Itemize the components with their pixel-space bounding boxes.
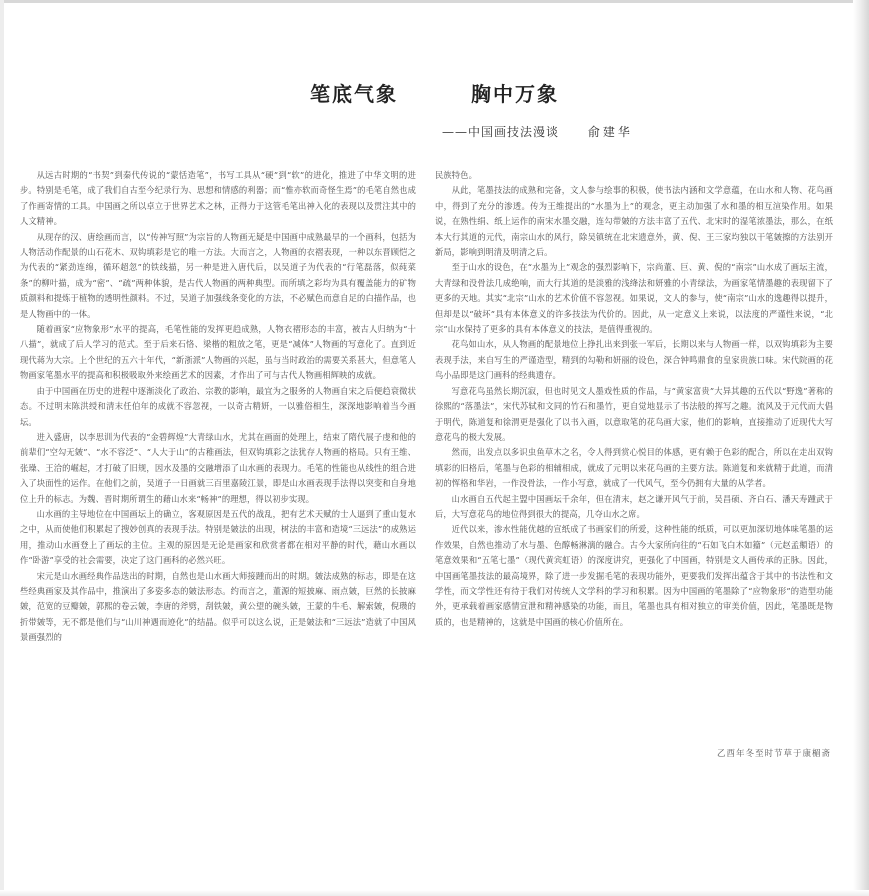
paragraph: 从此，笔墨技法的成熟和完备，文人参与绘事的积极，使书法内涵和文学意蕴，在山水和人物、花鸟画中，得到了充分的渗透。传为王维提出的“水墨为上”的观念，更主动加强了水和墨的相互渲染作用。如果说，在熟性绢、纸上运作的南宋水墨交融，连勾带皴的方法丰富了五代、北宋时的湿笔浓墨法，那么，在纸本大行其道的元代，南宗山水的风行，除吴镇统在北宋遗意外，黄、倪、王三家均独以干笔皴擦的方法别开新局，影响到明清及明清之后。 xyxy=(435,185,833,258)
author-name: 俞建华 xyxy=(587,125,633,139)
paragraph: 然而，出发点以多识虫鱼草木之名，令人得到赏心悦目的体感，更有赖于色彩的配合，所以在走出双钩填彩的旧格后，笔墨与色彩的相辅相成，就成了元明以来花鸟画的主要方法。陈道复和来就精于此道，而清初的恽格和华岩，一作没骨法，一作小写意，就成了一代风气，至今仍拥有大量的从学者。 xyxy=(435,447,833,489)
paragraph: 宋元是山水画经典作品迭出的时期，自然也是山水画大师接踵而出的时期。皴法成熟的标志，即是在这些经典画家及其作品中，推演出了多姿多态的皴法形态。约而言之，董源的短披麻、雨点皴，巨然的长披麻皴，范宽的豆瓣皴，郭熙的卷云皴，李唐的斧劈，刮铁皴，黄公望的碗头皴，王蒙的牛毛、解索皴，倪瓒的折带皴等，无不都是他们与“山川神遇而迹化”的结晶。似乎可以这么说，正是皴法和“三远法”造就了中国风景画强烈的 xyxy=(20,570,416,643)
article-title-part2: 胸中万象 xyxy=(470,82,559,106)
subtitle-text: ——中国画技法漫谈 xyxy=(442,125,560,139)
article-title xyxy=(200,78,669,107)
paragraph: 由于中国画在历史的进程中逐渐淡化了政治、宗教的影响，最宜为之服务的人物画自宋之后便趋衰微状态。不过明末陈洪绶和清末任伯年的成就不容忽视，一以奇古精妍，一以雅俗相生，深深地影响着当今画坛。 xyxy=(20,385,416,427)
paragraph: 山水画自五代起主盟中国画坛千余年，但在清末，赵之谦开风气于前，吴昌硕、齐白石、潘天寿踵武于后，大写意花鸟的地位得到很大的提高，几夺山水之席。 xyxy=(435,493,833,519)
right-text-column xyxy=(435,168,833,630)
page-edge-right xyxy=(853,0,869,896)
paragraph: 花鸟如山水，从人物画的配景地位上挣扎出来到张一军后，长期以来与人物画一样，以双钩填彩为主要表现手法，来自写生的严谨造型，精到的勾勒和妍丽的设色，深合钟鸣鼎食的皇家贵族口味。宋代院画的花鸟小品即是这门画科的经典遗存。 xyxy=(435,339,833,381)
paragraph: 进入盛唐，以李思训为代表的“金碧辉煌”大青绿山水，尤其在画面的处理上，结束了隋代展子虔和他的前辈们“空勾无皴”、“水不容泛”、“人大于山”的古稚画法，但双钩填彩之法犹存人物画的格局。只有王维、张璪、王洽的崛起，才打破了旧规，因水及墨的交融增添了山水画的表现力。毛笔的性能也从线性的组合进入了块面性的运作。在他们之前，吴道子一日画就三百里嘉陵江景，即是山水画表现手法得以突变和自身地位上升的标志。为魏、晋时期所谓生的藉山水来“畅神”的理想，得以初步实现。 xyxy=(20,431,416,504)
date-signature: 乙酉年冬至时节草于康楣斋 xyxy=(716,749,831,759)
paragraph: 山水画的主导地位在中国画坛上的确立，客观原因是五代的战乱，把有艺术天赋的士人逼到了重山复水之中，从而使他们积累起了搜妙创真的表现手法。特别是皴法的出现，树法的丰富和造境“三远法”的成熟运用，推动山水画登上了画坛的主位。主观的原因是无论是画家和欣赏者都在相对平静的时代，藉山水画以作“卧游”享受的社会需要，决定了这门画科的必然兴旺。 xyxy=(20,508,416,566)
paragraph: 随着画家“应物象形”水平的提高，毛笔性能的发挥更趋成熟，人物衣褶形态的丰富，被古人归纳为“十八描”，就成了后人学习的范式。至于后来石恪、梁楷的粗放之笔，更是“减体”人物画的写意化了。直到近现代蒋为大宗。上个世纪的五六十年代，“新浙派”人物画的兴起，虽与当时政治的需要关系甚大，但意笔人物画家笔墨水平的提高和积极吸取外来绘画艺术的因素，才作出了可与古代人物画相辉映的成就。 xyxy=(20,324,416,381)
paragraph-continuation: 民族特色。 xyxy=(435,170,477,180)
article-title-part1: 笔底气象 xyxy=(310,82,399,106)
page-edge-top xyxy=(0,0,869,3)
page-edge-left xyxy=(0,0,4,896)
article-subtitle xyxy=(442,123,633,140)
paragraph: 写意花鸟虽然长期沉寂，但也时见文人墨戏性质的作品，与“黄家富贵”大异其趣的五代以“野逸”著称的徐熙的“落墨法”，宋代苏轼和文同的竹石和墨竹，更自觉地显示了书法般的挥写之趣。流风及于元代而大倡于明代，陈道复和徐渭更是强化了以书入画，以意取笔的花鸟画大家，他们的影响，直接推动了近现代大写意花鸟的极大发展。 xyxy=(435,385,833,442)
paragraph: 至于山水的设色，在“水墨为上”观念的强烈影响下，宗尚董、巨、黄、倪的“南宗”山水成了画坛主流，大青绿和没骨法几成绝响，而大行其道的是淡雅的浅绛法和妍雅的小青绿法，为画家笔情墨趣的表现留下了更多的天地。其实“北宗”山水的艺术价值不容忽视。如果说，文人的参与，使“南宗”山水的逸趣得以提升，但却是以“破坏”具有本体意义的许多技法为代价的。因此，从一定意义上来说，以法度的严谨性来说，“北宗”山水保持了更多的具有本体意义的技法，是值得重视的。 xyxy=(435,262,833,335)
paragraph: 从远古时期的“书契”到秦代传说的“蒙恬造笔”，书写工具从“硬”到“软”的进化，推进了中华文明的进步。特别是毛笔，成了我们自古至今纪录行为、思想和情感的利器；而“惟亦软而奇怪生焉”的毛笔自然也成了作画寄情的工具。中国画之所以卓立于世界艺术之林，正得力于这管毛笔出神入化的表现以及贯注其中的人文精神。 xyxy=(20,170,416,227)
left-text-column xyxy=(20,168,416,646)
scan-shadow xyxy=(0,890,869,896)
paragraph: 从现存的汉、唐绘画而言，以“传神写照”为宗旨的人物画无疑是中国画中成熟最早的一个画科，包括为人物活动作配景的山石花木、双钩填彩是它的唯一方法。大而言之，人物画的衣褶表现，一种以东晋顾恺之为代表的“紧劲连绵，循环超忽”的铁线描，另一种是进入唐代后，以吴道子为代表的“行笔磊落，似莼菜条”的柳叶描，成为“密”、“疏”两种体貌，是古代人物画的两种典型。而所填之彩均为具有覆盖能力的矿物质颜料和提炼于植物的透明性颜料。不过，吴道子加强线条变化的方法，不必赋色而意自足的白描作品，也是人物画中的一体。 xyxy=(20,231,416,319)
paragraph: 近代以来，渗水性能优越的宣纸成了书画家们的所爱，这种性能的纸质，可以更加深切地体味笔墨的运作效果，自然也推动了水与墨、色醇畅淋漓的融合。古今大家所向往的“石如飞白木如籀”（元赵孟頫语）的笔意效果和“五笔七墨”（现代黄宾虹语）的深度讲究，更强化了中国画，特别是文人画传承的正脉。因此，中国画笔墨技法的最高境界，除了进一步发掘毛笔的表现功能外，更要我们发挥出蕴含于其中的书法性和文学性，而文学性还有待于我们对传统人文学科的学习和积累。因为中国画的笔墨除了“应物象形”的造型功能外，更承载着画家感情宣泄和精神感染的功能，而且，笔墨也具有相对独立的审美价值，因此，笔墨既是物质的，也是精神的，这就是中国画的核心价值所在。 xyxy=(435,524,833,627)
